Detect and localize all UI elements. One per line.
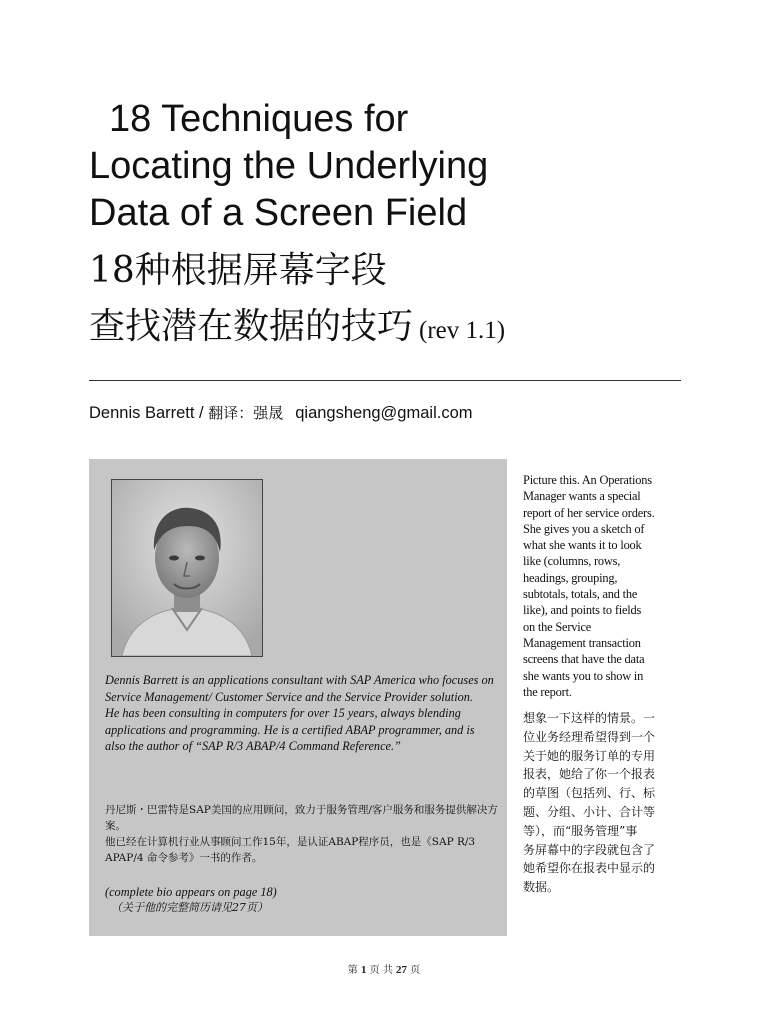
bio-note-english: (complete bio appears on page 18) bbox=[105, 885, 277, 899]
intro-line: what she wants it to look bbox=[523, 538, 642, 553]
footer-prefix: 第 bbox=[347, 965, 361, 976]
bio-english bbox=[105, 672, 497, 755]
intro-zh-line: 报表，她给了你一个报表 bbox=[523, 767, 656, 782]
intro-line: Picture this. An Operations bbox=[523, 473, 652, 487]
byline bbox=[89, 402, 473, 423]
title-divider bbox=[89, 380, 681, 381]
intro-line: the report. bbox=[523, 684, 572, 699]
author-portrait-graphic bbox=[112, 480, 262, 656]
intro-line: she wants you to show in bbox=[523, 668, 644, 683]
page-number: 1 bbox=[360, 964, 367, 976]
intro-chinese bbox=[523, 709, 688, 897]
bio-note bbox=[105, 884, 485, 916]
author-photo bbox=[111, 479, 263, 657]
bio-paragraph: Dennis Barrett is an applications consultant with SAP America who focuses on Service Management/ Customer Service and the Service Provider solution. bbox=[105, 673, 494, 704]
document-title-english bbox=[89, 96, 689, 237]
intro-line: like (columns, rows, bbox=[523, 554, 621, 569]
footer-middle: 页 共 bbox=[366, 965, 397, 976]
translator-email: qiangsheng@gmail.com bbox=[295, 404, 473, 422]
intro-line: headings, grouping, bbox=[523, 570, 618, 585]
footer-suffix: 页 bbox=[407, 965, 421, 976]
intro-zh-line: 等），而“服务管理”事 bbox=[523, 823, 638, 838]
document-title-chinese bbox=[89, 243, 709, 359]
intro-line: Management transaction bbox=[523, 635, 641, 650]
intro-line: report of her service orders. bbox=[523, 505, 655, 520]
bio-paragraph-zh: 他已经在计算机行业从事顾问工作15年，是认证ABAP程序员，也是《SAP R/3 APAP/4 命令参考》一书的作者。 bbox=[105, 836, 476, 864]
bio-paragraph: He has been consulting in computers for over 15 years, always blending applications and programming. He is a certified ABAP programmer, and is also the author of “SAP R/3 ABAP/4 Command Reference.” bbox=[105, 706, 475, 753]
title-line: Data of a Screen Field bbox=[89, 192, 468, 234]
intro-english bbox=[523, 472, 688, 700]
intro-line: screens that have the data bbox=[523, 652, 645, 667]
author-name: Dennis Barrett / bbox=[89, 404, 209, 422]
page-total: 27 bbox=[396, 964, 408, 976]
revision-label: (rev 1.1) bbox=[419, 317, 506, 344]
intro-zh-line: 位业务经理希望得到一个 bbox=[523, 729, 656, 744]
intro-zh-line: 想象一下这样的情景。一 bbox=[523, 711, 656, 725]
title-zh-line-2 bbox=[89, 299, 709, 359]
intro-line: subtotals, totals, and the bbox=[523, 587, 638, 602]
page-footer bbox=[0, 961, 768, 976]
intro-line: Manager wants a special bbox=[523, 489, 641, 504]
bio-chinese bbox=[105, 802, 501, 866]
intro-line: She gives you a sketch of bbox=[523, 521, 645, 536]
title-line: Locating the Underlying bbox=[89, 145, 489, 187]
bio-paragraph-zh: 丹尼斯・巴雷特是SAP美国的应用顾问，致力于服务管理/客户服务和服务提供解决方案。 bbox=[105, 804, 498, 832]
bio-note-chinese: （关于他的完整简历请见27页） bbox=[111, 901, 268, 914]
intro-zh-line: 她希望你在报表中显示的 bbox=[523, 861, 656, 876]
translator-credit: 翻译：强晟 bbox=[208, 404, 284, 422]
title-line: 18 Techniques for bbox=[109, 98, 409, 140]
intro-zh-line: 的草图（包括列、行、标 bbox=[523, 786, 656, 801]
intro-zh-line: 题、分组、小计、合计等 bbox=[523, 804, 656, 819]
intro-zh-line: 数据。 bbox=[523, 880, 560, 895]
intro-line: on the Service bbox=[523, 619, 592, 634]
intro-zh-line: 关于她的服务订单的专用 bbox=[523, 748, 656, 763]
author-bio-box bbox=[89, 459, 507, 936]
intro-zh-line: 务屏幕中的字段就包含了 bbox=[523, 842, 656, 857]
intro-line: like), and points to fields bbox=[523, 603, 642, 618]
title-zh-line: 18种根据屏幕字段 bbox=[89, 250, 387, 291]
title-zh-text: 查找潜在数据的技巧 bbox=[89, 306, 414, 347]
